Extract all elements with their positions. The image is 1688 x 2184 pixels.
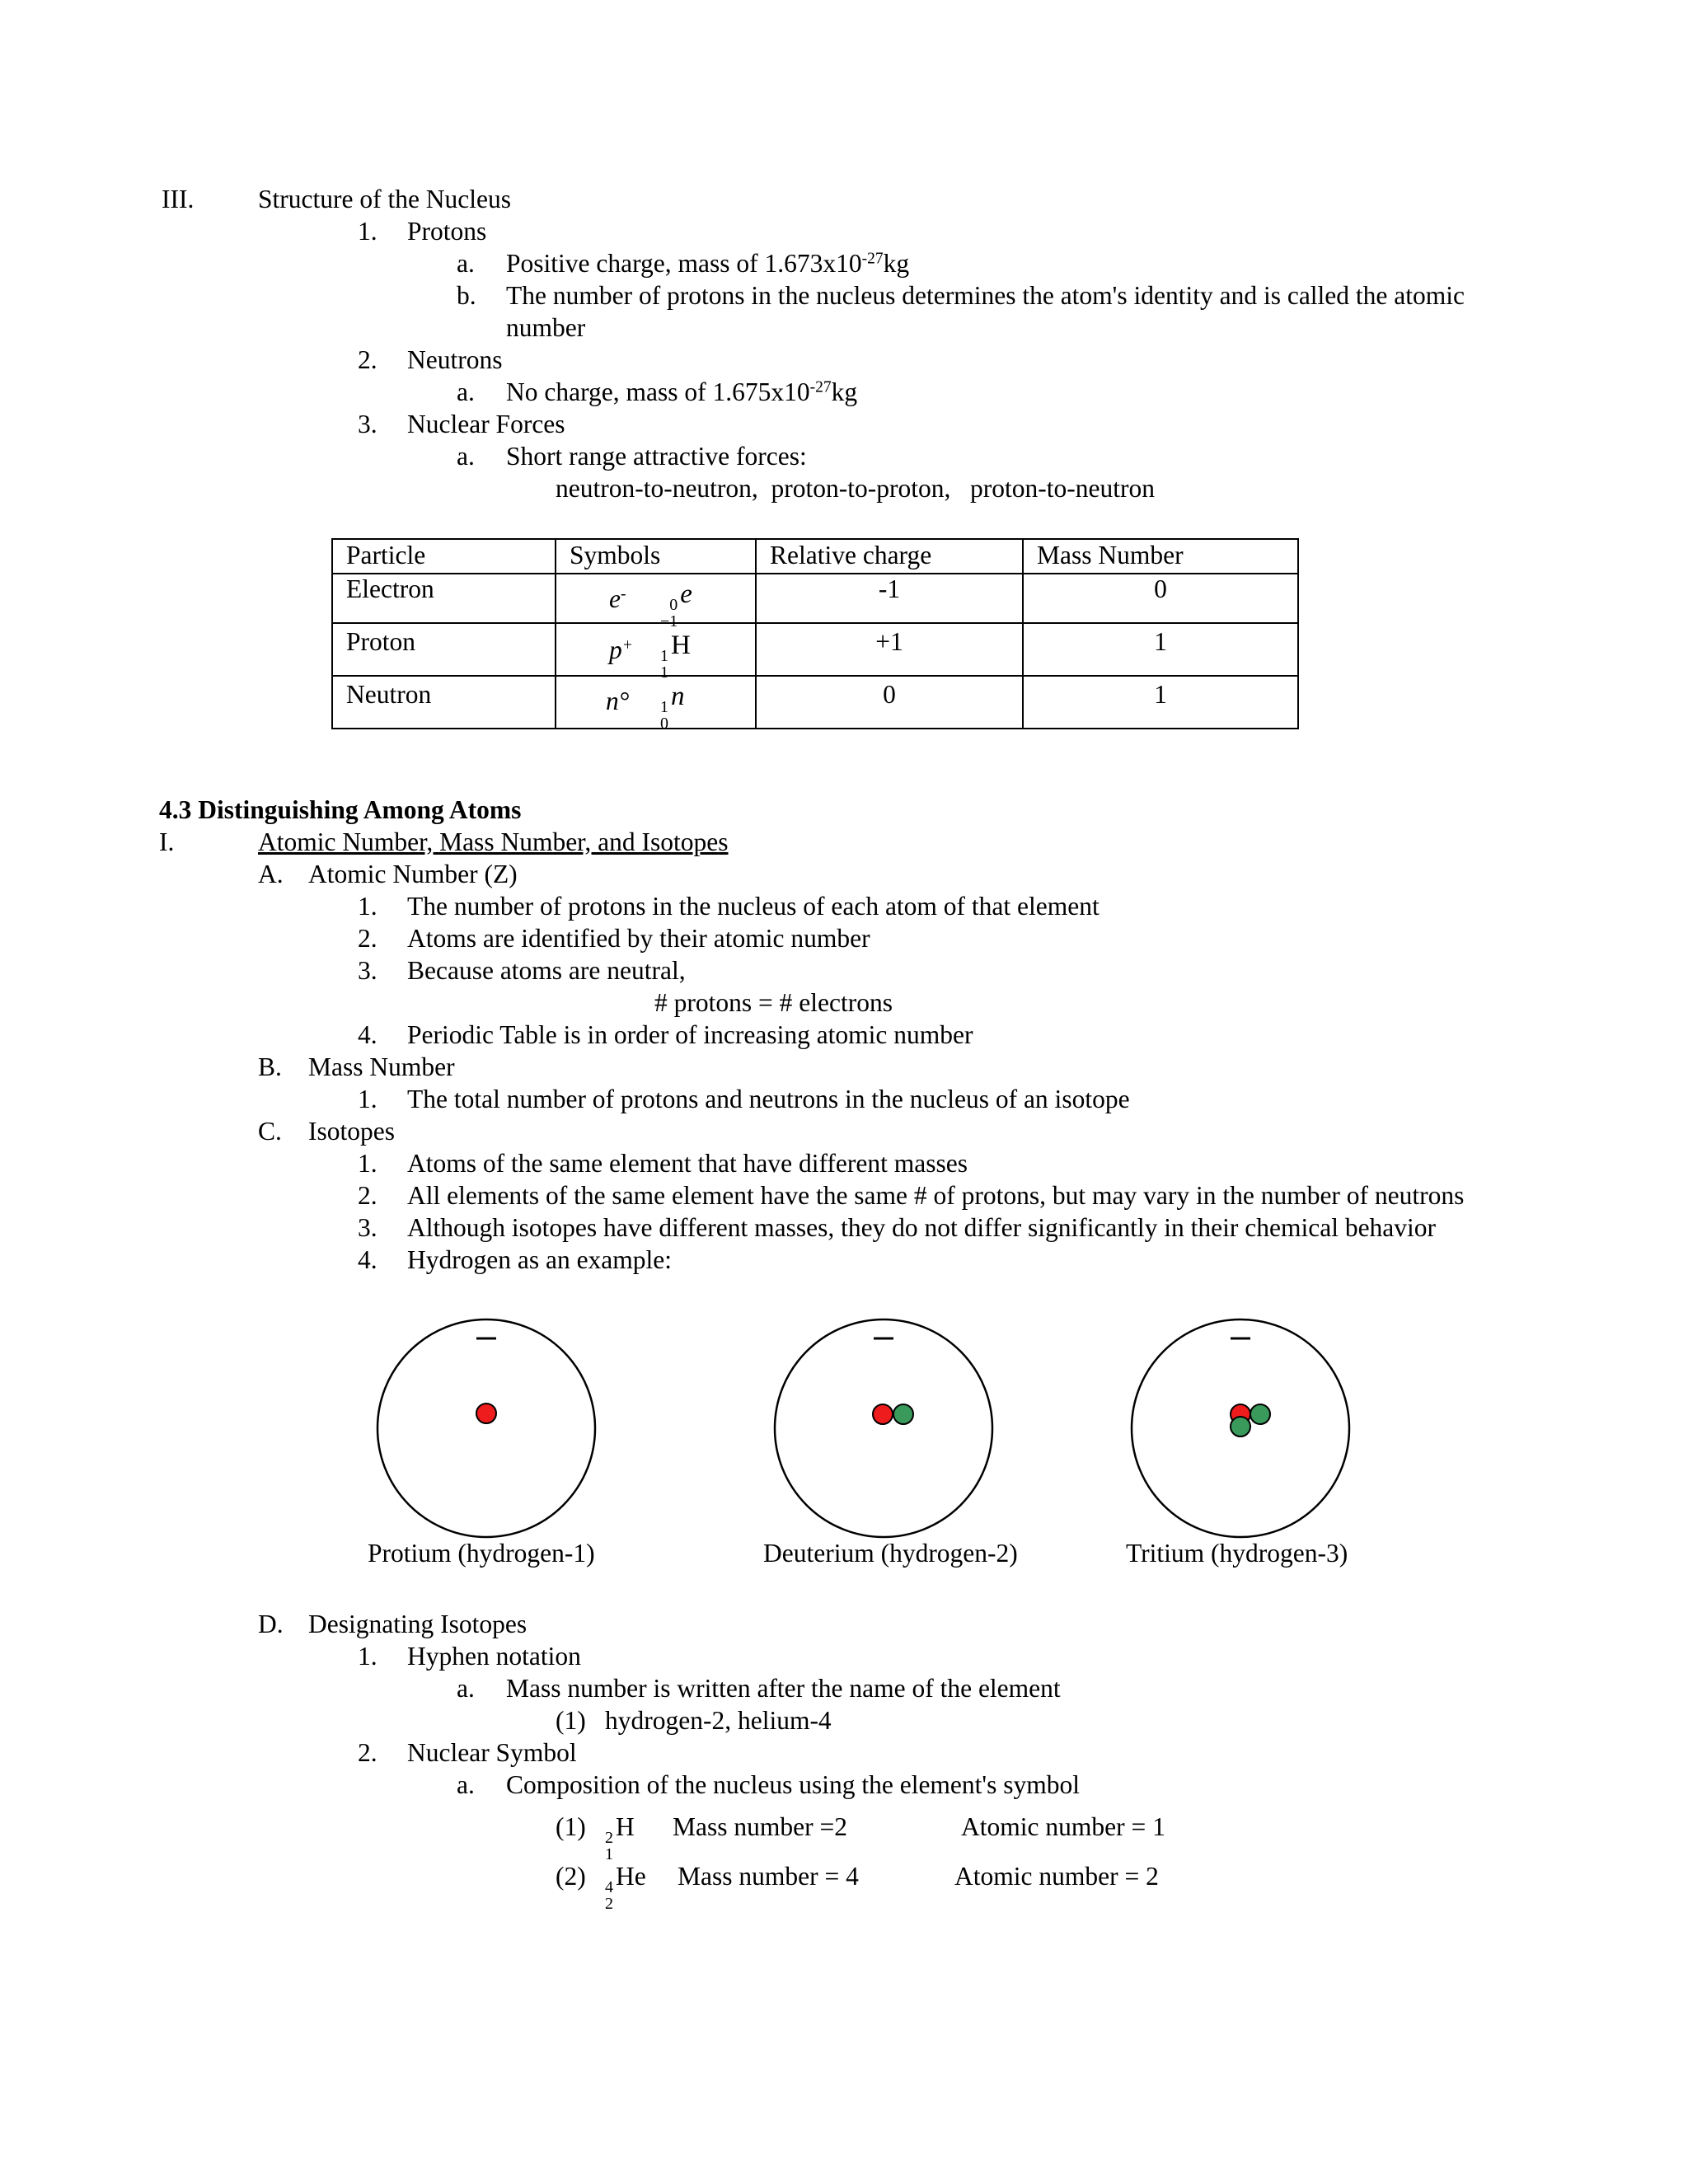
neutron [1250, 1404, 1270, 1424]
atomic-number-text: Atomic number = 2 [954, 1862, 1159, 1891]
list-item: Mass number is written after the name of the element [506, 1674, 1061, 1703]
designating-label: Designating Isotopes [308, 1610, 528, 1638]
relative-charge: +1 [756, 623, 1023, 676]
list-item: Composition of the nucleus using the element's symbol [506, 1770, 1080, 1799]
mass-number-label: Mass Number [308, 1052, 455, 1081]
list-number: 1. [358, 1149, 377, 1178]
particle-name: Proton [332, 623, 556, 676]
forces-detail: neutron-to-neutron, proton-to-proton, proton-to-neutron [556, 474, 1155, 503]
list-number: 1. [358, 217, 377, 246]
list-letter: B. [258, 1052, 282, 1081]
section-subtitle: Atomic Number, Mass Number, and Isotopes [258, 827, 729, 856]
nuclide-symbol: 2 1 H [605, 1812, 635, 1863]
neutrons-label: Neutrons [407, 345, 503, 374]
equation: # protons = # electrons [654, 988, 893, 1017]
particle-symbol: n° [606, 687, 630, 715]
proton [873, 1404, 893, 1424]
particle-name: Neutron [332, 676, 556, 729]
list-letter: a. [457, 442, 475, 471]
example-text: hydrogen-2, helium-4 [605, 1706, 832, 1735]
list-number: 1. [358, 1085, 377, 1113]
list-letter: a. [457, 1674, 475, 1703]
list-number: 4. [358, 1245, 377, 1274]
table-header: Mass Number [1023, 539, 1298, 574]
list-item: Hydrogen as an example: [407, 1245, 673, 1274]
mass-number: 1 [1023, 676, 1298, 729]
isotope-label: Protium (hydrogen-1) [368, 1539, 595, 1568]
mass-number: 0 [1023, 574, 1298, 623]
list-item: All elements of the same element have the same # of protons, but may vary in the number of neutrons [407, 1181, 1465, 1210]
mass-number-text: Mass number = 4 [678, 1862, 859, 1891]
list-letter: a. [457, 377, 475, 406]
proton-identity-text: The number of protons in the nucleus determines the atom's identity and is called the atomic [506, 281, 1465, 310]
list-number: 2. [358, 1181, 377, 1210]
list-item: Although isotopes have different masses, they do not differ significantly in their chemical behavior [407, 1213, 1437, 1242]
isotopes-label: Isotopes [308, 1117, 395, 1146]
table-header: Symbols [556, 539, 756, 574]
example-mark: (1) [556, 1706, 586, 1735]
list-number: 2. [358, 345, 377, 374]
tritium-atom [1132, 1319, 1349, 1537]
proton-identity-text-cont: number [506, 313, 586, 342]
relative-charge: 0 [756, 676, 1023, 729]
neutron [893, 1404, 913, 1424]
nuclide-symbol: 4 2 He [605, 1862, 646, 1913]
list-item: Atoms are identified by their atomic number [407, 924, 870, 953]
list-number: 2. [358, 1738, 377, 1767]
mass-number-text: Mass number =2 [673, 1812, 847, 1841]
list-letter: D. [258, 1610, 284, 1638]
list-item: Atoms of the same element that have different masses [407, 1149, 968, 1178]
nuclide-symbol: 1 0 n [660, 682, 685, 733]
section-numeral: III. [162, 185, 195, 213]
example-mark: (2) [556, 1862, 586, 1891]
table-header: Relative charge [756, 539, 1023, 574]
relative-charge: -1 [756, 574, 1023, 623]
list-item: The number of protons in the nucleus of each atom of that element [407, 892, 1100, 921]
list-letter: a. [457, 1770, 475, 1799]
protons-label: Protons [407, 217, 487, 246]
list-letter: A. [258, 860, 284, 888]
table-header: Particle [332, 539, 556, 574]
section-title: Structure of the Nucleus [258, 185, 512, 213]
list-number: 1. [358, 1642, 377, 1671]
neutron-mass-text: No charge, mass of $1.675x10^{-27}kg$ [506, 377, 858, 406]
forces-text: Short range attractive forces: [506, 442, 807, 471]
list-item: Periodic Table is in order of increasing atomic number [407, 1020, 973, 1049]
list-letter: a. [457, 249, 475, 278]
list-letter: b. [457, 281, 476, 310]
list-letter: C. [258, 1117, 282, 1146]
list-number: 3. [358, 410, 377, 438]
mass-number: 1 [1023, 623, 1298, 676]
nuclear-symbol-label: Nuclear Symbol [407, 1738, 577, 1767]
section-heading: 4.3 Distinguishing Among Atoms [159, 795, 522, 824]
list-number: 3. [358, 956, 377, 985]
particle-symbol: p+ [609, 635, 633, 664]
isotope-label: Tritium (hydrogen-3) [1126, 1539, 1348, 1568]
electron-cloud [775, 1319, 992, 1537]
nuclide-symbol: 0 −1 e [660, 579, 692, 630]
example-mark: (1) [556, 1812, 586, 1841]
forces-label: Nuclear Forces [407, 410, 565, 438]
proton-mass-text: Positive charge, mass of $1.673x10^{-27}kg$ [506, 249, 910, 278]
list-number: 2. [358, 924, 377, 953]
electron-cloud [377, 1319, 595, 1537]
deuterium-atom [775, 1319, 992, 1537]
list-number: 1. [358, 892, 377, 921]
neutron [1231, 1417, 1250, 1436]
atomic-number-text: Atomic number = 1 [961, 1812, 1165, 1841]
proton [476, 1404, 496, 1423]
nuclide-symbol: 1 1 H [660, 630, 691, 682]
list-number: 3. [358, 1213, 377, 1242]
list-item: The total number of protons and neutrons in the nucleus of an isotope [407, 1085, 1130, 1113]
particle-symbol: e- [609, 584, 626, 613]
atomic-number-label: Atomic Number (Z) [308, 860, 518, 888]
particle-name: Electron [332, 574, 556, 623]
section-numeral: I. [159, 827, 175, 856]
protium-atom [377, 1319, 595, 1537]
hyphen-label: Hyphen notation [407, 1642, 581, 1671]
isotope-label: Deuterium (hydrogen-2) [763, 1539, 1018, 1568]
list-number: 4. [358, 1020, 377, 1049]
list-item: Because atoms are neutral, [407, 956, 686, 985]
